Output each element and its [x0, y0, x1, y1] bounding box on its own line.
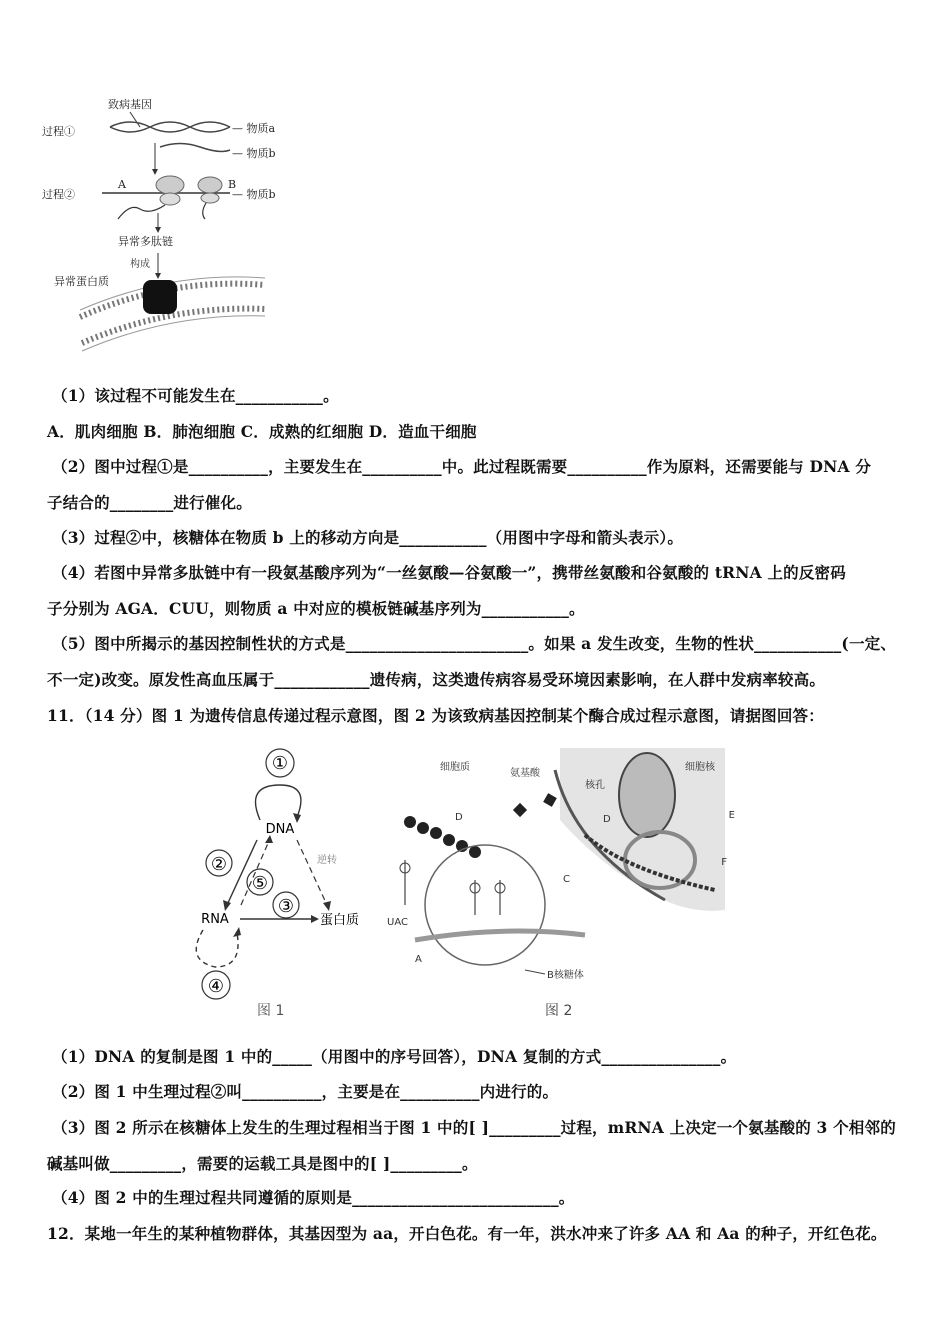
- fig2-E: E: [728, 810, 735, 821]
- fig2-uac: UAC: [387, 917, 408, 928]
- ribosome-large-1: [156, 176, 184, 194]
- q11-part1: （1）DNA 的复制是图 1 中的_____（用图中的序号回答），DNA 复制的方式_______________。: [52, 1047, 737, 1066]
- ribosome-outline: [425, 845, 545, 965]
- dna-strand-2: [110, 122, 230, 132]
- q11-part2: （2）图 1 中生理过程②叫__________，主要是在__________内进行的。: [52, 1082, 559, 1101]
- label-process1: 过程①: [42, 125, 75, 138]
- fig1-dna: DNA: [265, 822, 295, 837]
- q11-part3a: （3）图 2 所示在核糖体上发生的生理过程相当于图 1 中的[ ]_________过程，mRNA 上决定一个氨基酸的 3 个相邻的: [52, 1118, 896, 1137]
- fig2-cytoplasm: 细胞质: [440, 762, 470, 773]
- ribosome-large-2: [198, 177, 222, 193]
- q10-part4b: 子分别为 AGA．CUU，则物质 a 中对应的模板链碱基序列为___________。: [47, 599, 585, 618]
- fig2-C: C: [563, 874, 570, 885]
- mrna-strand: [160, 144, 230, 152]
- label-abnormal-peptide: 异常多肽链: [118, 235, 173, 248]
- dna-protein-arrow: [297, 840, 327, 905]
- arrowhead-2: [155, 227, 161, 233]
- fig2-caption: 图 2: [545, 1003, 573, 1019]
- fig1-num5: ⑤: [251, 873, 269, 894]
- q12-part1: 12．某地一年生的某种植物群体，其基因型为 aa，开白色花。有一年，洪水冲来了许多 AA 和 Aa 的种子，开红色花。: [47, 1224, 887, 1243]
- q11-part3b: 碱基叫做_________，需要的运载工具是图中的[ ]_________。: [47, 1154, 478, 1173]
- fig2-D1: D: [455, 812, 463, 823]
- chromatin-1: [619, 753, 675, 837]
- ribosome-small-2: [201, 193, 219, 203]
- q10-part1: （1）该过程不可能发生在___________。: [52, 386, 339, 405]
- fig1-rna: RNA: [201, 912, 229, 927]
- trna-left: [400, 860, 410, 905]
- label-gene: 致病基因: [108, 98, 152, 111]
- label-substance-a: — 物质a: [232, 122, 276, 135]
- fig2-F: F: [721, 857, 727, 868]
- fig2-pore: 核孔: [585, 780, 605, 791]
- q11-part4: （4）图 2 中的生理过程共同遵循的原则是__________________________。: [52, 1188, 575, 1207]
- label-substance-b2: — 物质b: [232, 188, 276, 201]
- dna-strand-1: [110, 122, 230, 132]
- arrowhead-3: [155, 273, 161, 279]
- label-B: B: [228, 178, 237, 191]
- label-constitute: 构成: [130, 259, 150, 270]
- gene-expression-diagram: [40, 95, 310, 365]
- q11-intro: 11．（14 分）图 1 为遗传信息传递过程示意图，图 2 为该致病基因控制某个酶合成过程示意图，请据图回答：: [47, 706, 824, 725]
- q10-part5b: 不一定)改变。原发性高血压属于____________遗传病，这类遗传病容易受环境因素影响，在人群中发病率较高。: [47, 670, 826, 689]
- amino-acid-1: [543, 793, 557, 807]
- q10-part2a: （2）图中过程①是__________，主要发生在__________中。此过程既需要__________作为原料，还需要能与 DNA 分: [52, 457, 872, 476]
- peptide-2: [203, 203, 206, 219]
- label-A: A: [118, 178, 126, 191]
- fig1-num3: ③: [277, 896, 295, 917]
- q10-part2b: 子结合的________进行催化。: [47, 493, 252, 512]
- label-abnormal-protein: 异常蛋白质: [54, 275, 109, 288]
- amino-acid-2: [513, 803, 527, 817]
- q10-options: A．肌肉细胞 B．肺泡细胞 C．成熟的红细胞 D．造血干细胞: [47, 422, 477, 441]
- mrna-on-ribosome: [415, 931, 585, 940]
- q10-part3: （3）过程②中，核糖体在物质 b 上的移动方向是___________（用图中字母和箭头表示）。: [52, 528, 684, 547]
- q10-part5a: （5）图中所揭示的基因控制性状的方式是_______________________。如果 a 发生改变，生物的性状___________(一定、: [52, 634, 897, 653]
- abnormal-protein-block: [143, 280, 177, 314]
- fig1-num4: ④: [207, 976, 225, 997]
- fig2-nucleus: 细胞核: [685, 762, 715, 773]
- peptide-chain: [404, 816, 481, 858]
- rna-replication-loop: [196, 930, 238, 967]
- gene-pointer: [130, 112, 140, 127]
- trna-center: [470, 880, 505, 915]
- q10-part4a: （4）若图中异常多肽链中有一段氨基酸序列为“一丝氨酸—谷氨酸一”，携带丝氨酸和谷氨酸的 tRNA 上的反密码: [52, 563, 846, 582]
- label-process2: 过程②: [42, 188, 75, 201]
- fig1-num2: ②: [210, 854, 228, 875]
- figure1-central-dogma: [185, 745, 385, 1025]
- fig1-num1: ①: [271, 753, 289, 774]
- arrowhead-1: [152, 169, 158, 175]
- fig2-amino-acid: 氨基酸: [510, 768, 540, 779]
- fig1-protein: 蛋白质: [320, 913, 360, 928]
- fig2-D2: D: [603, 814, 611, 825]
- fig1-reverse-label: 逆转: [317, 855, 337, 866]
- fig1-caption: 图 1: [257, 1003, 285, 1019]
- ribosome-small-1: [160, 193, 180, 205]
- label-substance-b1: — 物质b: [232, 147, 276, 160]
- figure2-translation: [385, 740, 735, 1025]
- fig2-A: A: [415, 954, 422, 965]
- fig2-ribosome: B核糖体: [547, 970, 584, 981]
